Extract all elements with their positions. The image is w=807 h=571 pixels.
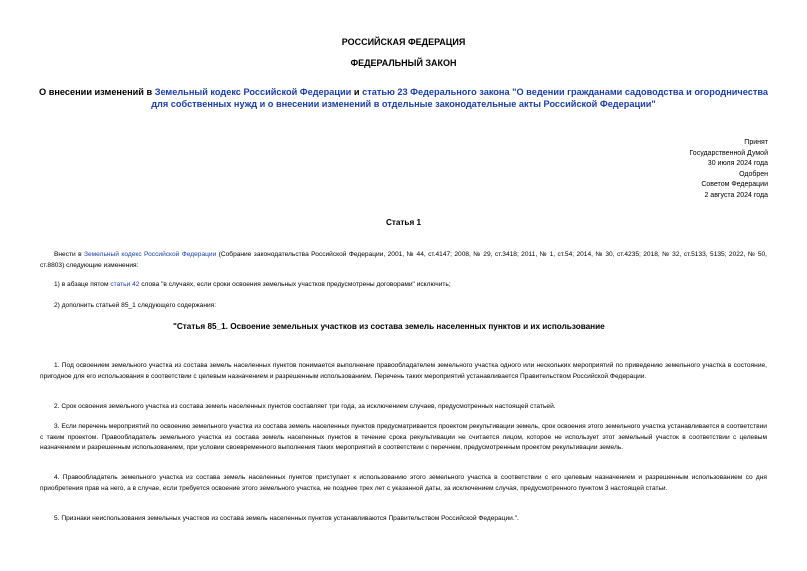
adopted-by: Государственной Думой [689,149,768,157]
item-2: 2) дополнить статьей 85_1 следующего содержания: [54,302,217,309]
article-85-1-point-4: 4. Правообладатель земельного участка из состава земель населенных пунктов приступает к использованию этого земельного участка в соответствии с его целевым назначением и разрешенным использованием со дня приобретения прав на него, а в случае, если требуется освоение этого земельного участка, не позднее трех лет с указанной даты, за исключением случая, предусмотренного пунктом 3 настоящей статьи. [40,474,767,492]
approved-date: 2 августа 2024 года [704,191,768,199]
article-85-1-point-1: 1. Под освоением земельного участка из состава земель населенных пунктов понимается выполнение правообладателем земельного участка одного или нескольких мероприятий по приведению земельного участка в состояние, пригодное для его использования в соответствии с целевым назначением и разрешенным использованием. Перечень таких мероприятий устанавливается Правительством Российской Федерации. [40,362,767,380]
title-prefix: О внесении изменений в [39,87,155,97]
approved-label: Одобрен [739,170,768,178]
item-1 [40,280,767,291]
article-42-link[interactable]: статьи 42 [110,281,140,288]
title-mid: и [351,87,363,97]
adopted-date: 30 июля 2024 года [707,160,768,168]
item1-rest: слова "в случаях, если сроки освоения земельных участков предусмотрены договорами" исключить; [139,281,451,288]
article-1-heading: Статья 1 [385,218,422,227]
article-1-intro [40,250,767,271]
article-85-1-point-2: 2. Срок освоения земельного участка из состава земель населенных пунктов составляет три года, за исключением случаев, предусмотренных настоящей статьей. [54,403,556,410]
law-title [36,86,771,110]
land-code-link[interactable]: Земельный кодекс Российской Федерации [154,87,352,97]
adoption-block [689,138,768,202]
article-85-1-heading: "Статья 85_1. Освоение земельных участков из состава земель населенных пунктов и их использование [173,322,605,331]
adopted-label: Принят [744,139,768,146]
approved-by: Советом Федерации [701,181,768,189]
intro-rest: (Собрание законодательства Российской Федерации, 2001, № 44, ст.4147; 2008, № 29, ст.3418; 2011, № 1, ст.54; 2014, № 30, ст.4235; 2018, № 32, ст.5133, 5135; 2022, № 50, ст.8803) следующие изменения: [40,251,768,269]
law-type-header: ФЕДЕРАЛЬНЫЙ ЗАКОН [350,58,457,68]
article-23-link[interactable]: статью 23 Федерального закона "О ведении гражданами садоводства и огородничества для собственных нужд и о внесении изменений в отдельные законодательные акты Российской Федерации" [151,87,768,109]
intro-land-code-link[interactable]: Земельный кодекс Российской Федерации [84,251,217,258]
federation-header: РОССИЙСКАЯ ФЕДЕРАЦИЯ [341,37,466,47]
article-85-1-point-3: 3. Если перечень мероприятий по освоению земельного участка из состава земель населенных пунктов предусматривается проектом рекультивации земель, срок освоения этого земельного участка устанавливается в соответствии с таким проектом. Правообладатель земельного участка из состава земель населенных пунктов в течение срока рекультивации не считается лицом, которое не использует этот земельный участок в соответствии с целевым назначением и разрешенным использованием, при условии своевременного выполнения таких мероприятий в соответствии с перечнем, предусмотренным проектом рекультивации земель. [40,423,767,452]
intro-prefix: Внести в [54,251,84,258]
item1-prefix: 1) в абзаце пятом [54,281,111,288]
article-85-1-point-5: 5. Признаки неиспользования земельных участков из состава земель населенных пунктов устанавливаются Правительством Российской Федерации.". [54,515,519,522]
